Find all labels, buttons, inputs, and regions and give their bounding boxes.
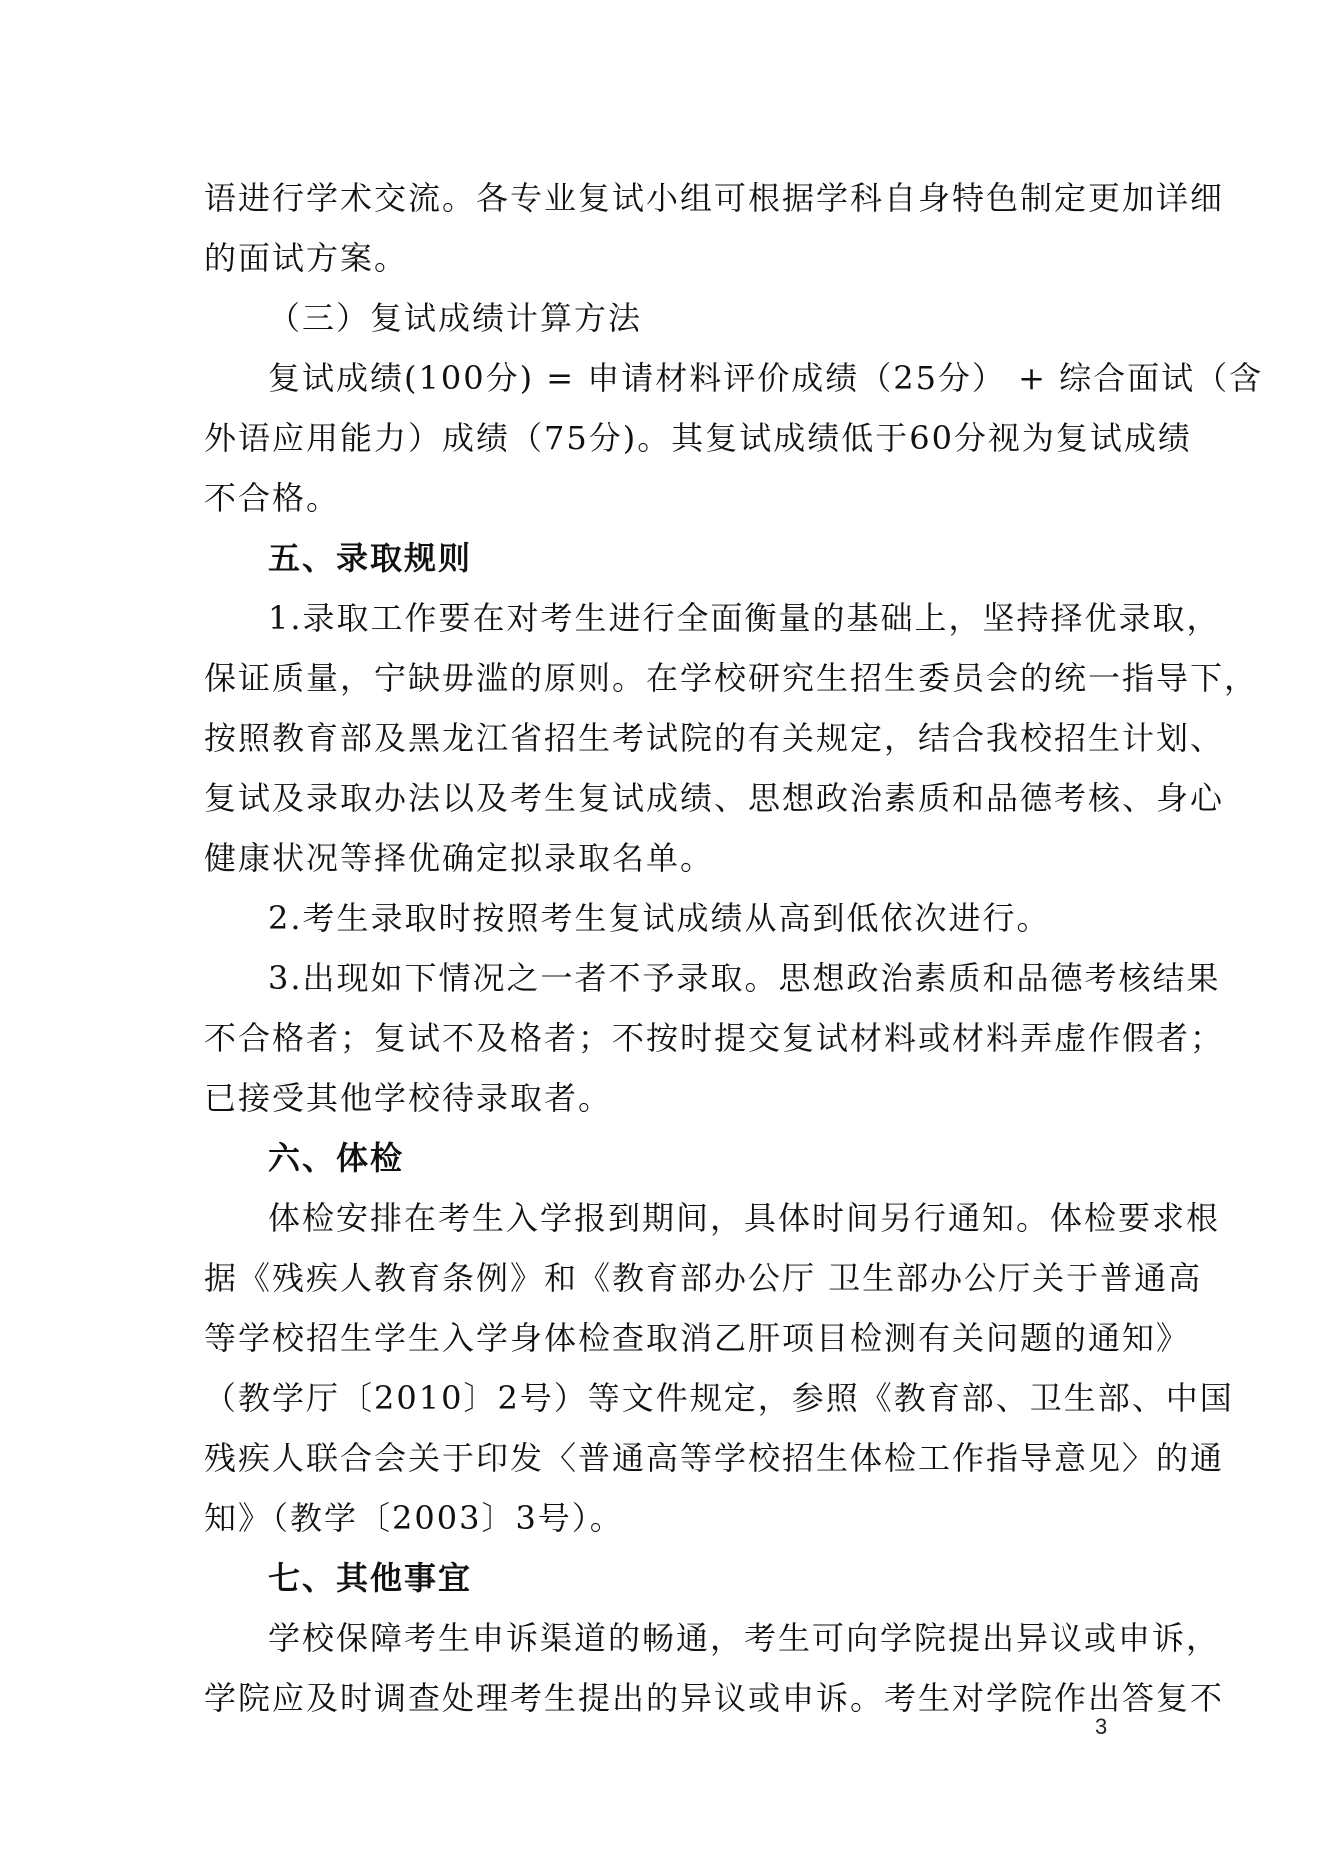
paragraph-line: 复试成绩(100分) = 申请材料评价成绩（25分） + 综合面试（含 [268, 359, 1264, 397]
paragraph-line: 不合格。 [204, 479, 341, 517]
paragraph-line: 残疾人联合会关于印发〈普通高等学校招生体检工作指导意见〉的通 [204, 1439, 1225, 1477]
paragraph-line: 1.录取工作要在对考生进行全面衡量的基础上，坚持择优录取， [268, 599, 1221, 637]
paragraph-line: 3.出现如下情况之一者不予录取。思想政治素质和品德考核结果 [268, 959, 1221, 997]
paragraph-line: 语进行学术交流。各专业复试小组可根据学科自身特色制定更加详细 [204, 179, 1225, 217]
paragraph-line: 的面试方案。 [204, 239, 409, 277]
subsection-heading: （三）复试成绩计算方法 [268, 299, 643, 337]
paragraph-line: 2.考生录取时按照考生复试成绩从高到低依次进行。 [268, 899, 1051, 937]
paragraph-line: （教学厅〔2010〕2号）等文件规定，参照《教育部、卫生部、中国 [204, 1379, 1234, 1417]
section-heading: 五、录取规则 [268, 539, 473, 577]
section-heading: 七、其他事宜 [268, 1559, 473, 1597]
section-heading: 六、体检 [268, 1139, 405, 1177]
paragraph-line: 不合格者；复试不及格者；不按时提交复试材料或材料弄虚作假者； [204, 1019, 1225, 1057]
paragraph-line: 复试及录取办法以及考生复试成绩、思想政治素质和品德考核、身心 [204, 779, 1225, 817]
document-body [204, 168, 1264, 1728]
paragraph-line: 外语应用能力）成绩（75分)。其复试成绩低于60分视为复试成绩 [204, 419, 1192, 457]
paragraph-line: 等学校招生学生入学身体检查取消乙肝项目检测有关问题的通知》 [204, 1319, 1191, 1357]
page-number: 3 [1095, 1714, 1108, 1739]
paragraph-line: 学院应及时调查处理考生提出的异议或申诉。考生对学院作出答复不 [204, 1679, 1225, 1717]
paragraph-line: 据《残疾人教育条例》和《教育部办公厅 卫生部办公厅关于普通高 [204, 1259, 1203, 1297]
paragraph-line: 保证质量，宁缺毋滥的原则。在学校研究生招生委员会的统一指导下， [204, 659, 1259, 697]
paragraph-line: 已接受其他学校待录取者。 [204, 1079, 613, 1117]
paragraph-line: 体检安排在考生入学报到期间，具体时间另行通知。体检要求根 [268, 1199, 1221, 1237]
paragraph-line: 按照教育部及黑龙江省招生考试院的有关规定，结合我校招生计划、 [204, 719, 1225, 757]
paragraph-line: 学校保障考生申诉渠道的畅通，考生可向学院提出异议或申诉， [268, 1619, 1221, 1657]
paragraph-line: 知》（教学〔2003〕3号）。 [204, 1499, 624, 1537]
paragraph-line: 健康状况等择优确定拟录取名单。 [204, 839, 715, 877]
